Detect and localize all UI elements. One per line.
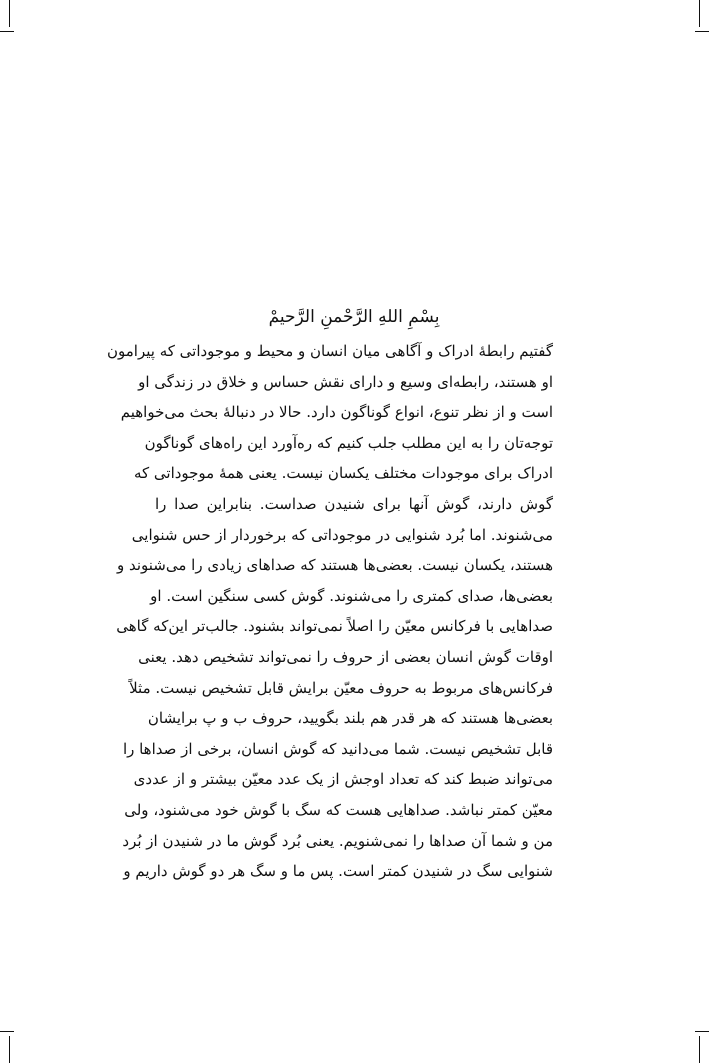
paragraph-line: معیّن کمتر نباشد. صداهایی هست که سگ با گوش خود می‌شنود، ولی [124, 800, 553, 819]
crop-mark-top-right-vertical [699, 0, 700, 27]
paragraph-line: قابل تشخیص نیست. شما می‌دانید که گوش انسان، برخی از صداها را [122, 739, 553, 758]
paragraph-line: می‌تواند ضبط کند که تعداد اوجش از یک عدد معیّن بیشتر و از عددی [133, 770, 553, 789]
paragraph-line: او هستند، رابطه‌ای وسیع و دارای نقش حساس و خلاق در زندگی او [138, 372, 553, 391]
paragraph-line: می‌شنوند. اما بُرد شنوایی در موجوداتی که برخوردار از حس شنوایی [131, 525, 553, 544]
paragraph-line: اوقات گوش انسان بعضی از حروف را نمی‌تواند تشخیص دهد. یعنی [138, 647, 553, 666]
paragraph-line: توجه‌تان را به این مطلب جلب کنیم که ره‌آورد این راه‌های گوناگون [144, 433, 553, 452]
paragraph-line: گوش دارند، گوش آنها برای شنیدن صداست. بنابراین صدا را [155, 494, 553, 513]
crop-mark-bottom-left-horizontal [0, 1031, 14, 1032]
paragraph-line: من و شما آن صداها را نمی‌شنویم. یعنی بُرد گوش ما در شنیدن از بُرد [122, 831, 553, 850]
paragraph-line: گفتیم رابطهٔ ادراک و آگاهی میان انسان و محیط و موجوداتی که پیرامون [106, 342, 553, 360]
paragraph-line: است و از نظر تنوع، انواع گوناگون دارد. حالا در دنبالهٔ بحث می‌خواهیم [120, 403, 553, 422]
paragraph-line: فرکانس‌های مربوط به حروف معیّن برایش قابل تشخیص نیست. مثلاً [129, 678, 553, 697]
basmala-heading: بِسْمِ اللهِ الرَّحْمنِ الرَّحیمْ [268, 307, 440, 327]
crop-mark-top-right-horizontal [695, 31, 709, 32]
crop-mark-top-left-horizontal [0, 31, 14, 32]
crop-mark-bottom-right-vertical [699, 1036, 700, 1063]
paragraph-line: بعضی‌ها هستند که هر قدر هم بلند بگویید، حروف ب و پ برایشان [147, 709, 553, 728]
crop-mark-bottom-right-horizontal [695, 1031, 709, 1032]
paragraph-line: هستند، یکسان نیست. بعضی‌ها هستند که صداهای زیادی را می‌شنوند و [116, 556, 553, 575]
page-body [106, 302, 553, 887]
crop-mark-bottom-left-vertical [9, 1036, 10, 1063]
paragraph-line: شنوایی سگ در شنیدن کمتر است. پس ما و سگ هر دو گوش داریم و [123, 862, 553, 881]
paragraph-line: بعضی‌ها، صدای کمتری را می‌شنوند. گوش کسی سنگین است. او [150, 586, 553, 605]
body-paragraph [106, 336, 553, 887]
paragraph-line: ادراک برای موجودات مختلف یکسان نیست. یعنی همهٔ موجوداتی که [133, 464, 553, 483]
crop-mark-top-left-vertical [9, 0, 10, 27]
paragraph-line: صداهایی با فرکانس معیّن را اصلاً نمی‌تواند بشنود. جالب‌تر این‌که گاهی [116, 617, 553, 636]
